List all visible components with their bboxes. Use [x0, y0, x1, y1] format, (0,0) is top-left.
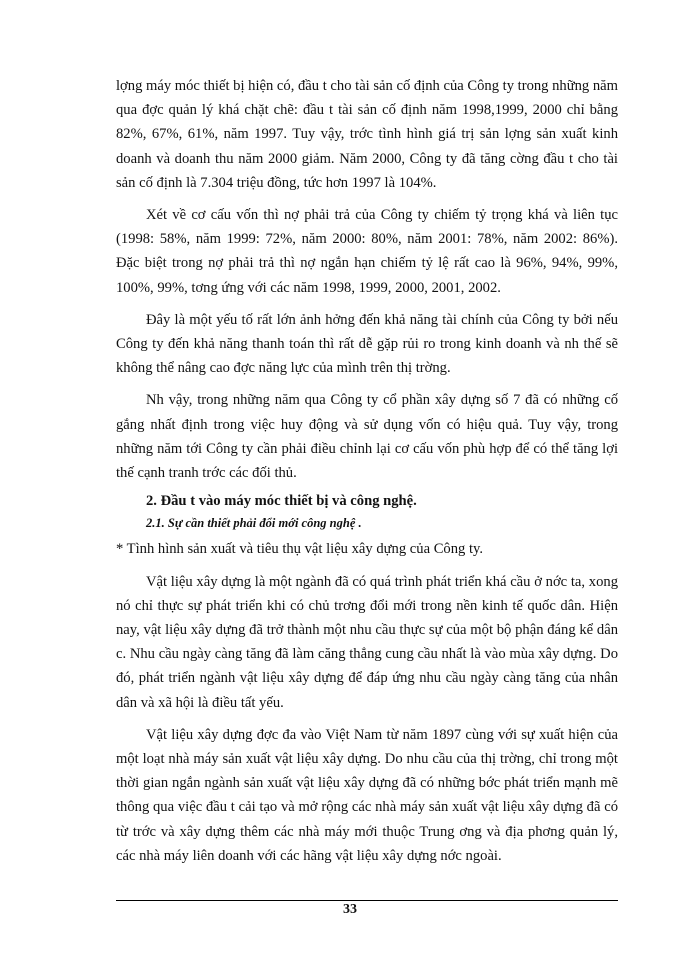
paragraph-financial-risk: Đây là một yếu tố rất lớn ảnh hởng đến khả năng tài chính của Công ty bởi nếu Công ty đến khả năng thanh toán thì rất dễ gặp rủi ro trong kinh doanh và nh thế sẽ không thể nâng cao đợc năng lực của mình trên thị trờng.: [116, 311, 618, 377]
paragraph-summary: Nh vậy, trong những năm qua Công ty cổ phần xây dựng số 7 đã có những cố gắng nhất định trong việc huy động và sử dụng vốn có hiệu quả. Tuy vậy, trong những năm tới Công ty cần phải điều chỉnh lại cơ cấu vốn phù hợp để có thể tăng lợi thế cạnh tranh trớc các đối thủ.: [116, 392, 618, 482]
paragraph-building-materials: Vật liệu xây dựng là một ngành đã có quá trình phát triển khá cầu ở nớc ta, xong nó chỉ thực sự phát triển khi có chủ trơng đổi mới trong nền kinh tế quốc dân. Hiện nay, vật liệu xây dựng đã trở thành một nhu cầu thực sự của một bộ phận đáng kể dân c. Nhu cầu ngày càng tăng đã làm căng thẳng cung cầu nhất là vào mùa xây dựng. Do đó, phát triển ngành vật liệu xây dựng để đáp ứng nhu cầu ngày càng tăng của nhân dân và xã hội là điều tất yếu.: [116, 573, 618, 711]
paragraph-fixed-asset-investment: lợng máy móc thiết bị hiện có, đầu t cho tài sản cố định của Công ty trong những năm qua đợc quản lý khá chặt chẽ: đầu t tài sản cố định năm 1998,1999, 2000 chỉ bằng 82%, 67%, 61%, năm 1997. Tuy vậy, trớc tình hình giá trị sản lợng sản xuất kinh doanh và doanh thu năm 2000 giảm. Năm 2000, Công ty đã tăng cờng đầu t cho tài sản cố định là 7.304 triệu đồng, tức hơn 1997 là 104%.: [116, 78, 618, 191]
section-heading-2: 2. Đầu t vào máy móc thiết bị và công nghệ.: [146, 493, 417, 510]
paragraph-history: Vật liệu xây dựng đợc đa vào Việt Nam từ năm 1897 cùng với sự xuất hiện của một loạt nhà máy sản xuất vật liệu xây dựng. Do nhu cầu của thị trờng, chỉ trong một thời gian ngắn ngành sản xuất vật liệu xây dựng đã có những bớc phát triển mạnh mẽ thông qua việc đầu t cải tạo và mở rộng các nhà máy sản xuất vật liệu xây dựng đã có từ trớc và xây dựng thêm các nhà máy mới thuộc Trung ơng và địa phơng quản lý, các nhà máy liên doanh với các hãng vật liệu xây dựng nớc ngoài.: [116, 726, 618, 864]
footer-divider: [116, 900, 618, 901]
page-number: 33: [343, 902, 357, 917]
paragraph-capital-structure: Xét về cơ cấu vốn thì nợ phải trả của Công ty chiếm tỷ trọng khá và liên tục (1998: 58%, năm 1999: 72%, năm 2000: 80%, năm 2001: 78%, năm 2002: 86%). Đặc biệt trong nợ phải trả thì nợ ngắn hạn chiếm tỷ lệ rất cao là 96%, 94%, 99%, 100%, 99%, tơng ứng với các năm 1998, 1999, 2000, 2001, 2002.: [116, 207, 618, 296]
subsection-heading-2-1: 2.1. Sự cần thiết phải đổi mới công nghệ .: [146, 516, 362, 531]
document-body: [116, 74, 618, 868]
bullet-production-situation: * Tình hình sản xuất và tiêu thụ vật liệu xây dựng của Công ty.: [116, 541, 484, 558]
